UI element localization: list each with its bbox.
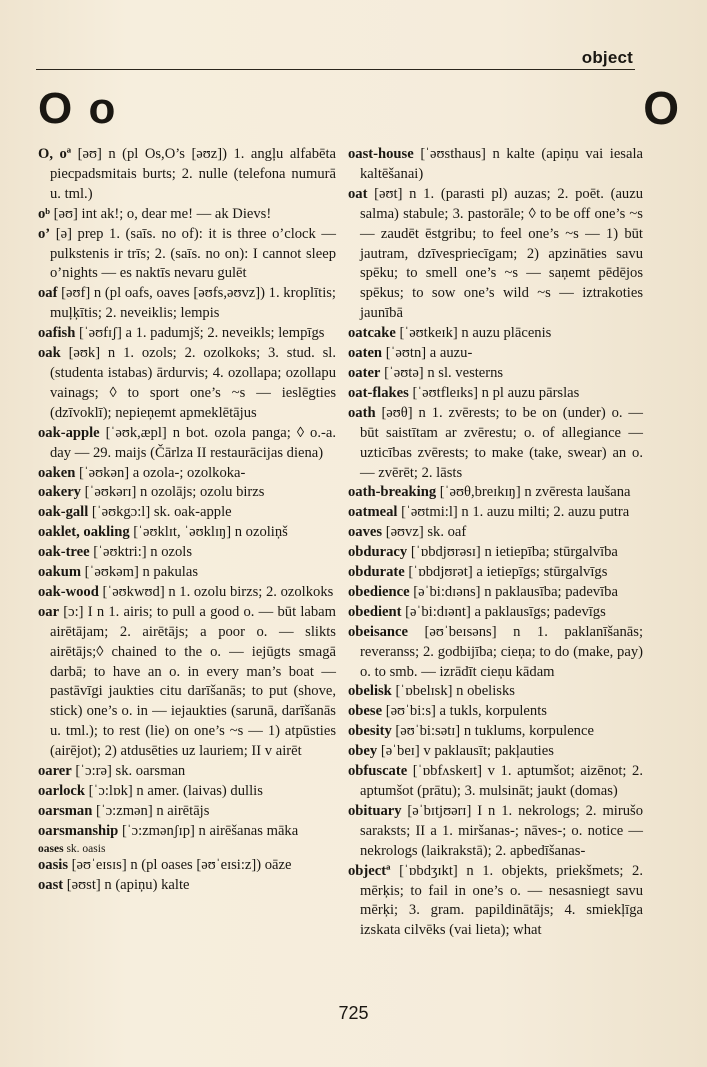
- entry-definition: sk. oasis: [63, 842, 106, 855]
- page-number: 725: [338, 1003, 369, 1023]
- entry-definition: [ˈəʊkərɪ] n ozolājs; ozolu birzs: [80, 484, 265, 501]
- dictionary-entry: [348, 384, 643, 404]
- entry-headword: oak-wood: [38, 583, 99, 600]
- entry-headword: oakum: [38, 564, 81, 581]
- dictionary-entry: [348, 563, 643, 583]
- entry-definition: [ˈɒbdjʊrəsɪ] n ietiepība; stūrgalvība: [407, 544, 618, 561]
- entry-definition: [əʊf] n (pl oafs, oaves [əʊfs,əʊvz]) 1. kroplītis; muļķītis; 2. neveiklis; lempis: [50, 285, 336, 322]
- entry-headword: oarer: [38, 763, 72, 780]
- entry-headword: oatmeal: [348, 504, 398, 521]
- dictionary-entry: [348, 364, 643, 384]
- dictionary-entry: [348, 722, 643, 742]
- entry-headword: oasis: [38, 856, 69, 873]
- dictionary-entry: [348, 324, 643, 344]
- left-column: [38, 145, 336, 896]
- entry-definition: [ˈɒbfʌskeɪt] v 1. aptumšot; aizēnot; 2. aptumšot (prātu); 3. mulsināt; jaukt (domas): [360, 763, 643, 799]
- dictionary-entry: [38, 856, 336, 876]
- entry-headword: obey: [348, 743, 378, 760]
- entry-definition: [əʊvz] sk. oaf: [382, 524, 467, 541]
- entry-definition: [ˈəʊkwʊd] n 1. ozolu birzs; 2. ozolkoks: [98, 583, 334, 600]
- dictionary-entry: [38, 523, 336, 543]
- dictionary-entry: [38, 284, 336, 324]
- entry-definition: [ˈəʊtə] n sl. vesterns: [380, 364, 504, 381]
- entry-definition: [ˈəʊkəm] n pakulas: [80, 564, 198, 581]
- dictionary-entry: [38, 464, 336, 484]
- dictionary-entry: [38, 802, 336, 822]
- entry-headword: oaf: [38, 285, 58, 302]
- entry-headword: obelisk: [348, 683, 392, 700]
- entry-headword: oar: [38, 603, 60, 620]
- dictionary-entry: [348, 344, 643, 364]
- entry-definition: [ˈəʊkən] a ozola-; ozolkoka-: [75, 464, 246, 481]
- entry-headword: oases: [38, 842, 64, 855]
- right-column: [348, 145, 643, 941]
- dictionary-entry: [348, 623, 643, 683]
- header-rule: [36, 69, 635, 70]
- entry-definition: [əʊˈeɪsɪs] n (pl oases [əʊˈeɪsi:z]) oāze: [68, 856, 292, 873]
- dictionary-entry: [348, 404, 643, 484]
- thumb-index-letter: O: [643, 82, 679, 134]
- dictionary-entry: [38, 424, 336, 464]
- entry-headword: obedient: [348, 603, 402, 620]
- entry-headword: oᵇ: [38, 205, 51, 222]
- dictionary-entry: [38, 225, 336, 285]
- entry-definition: [ˈəʊklɪt, ˈəʊklɪŋ] n ozoliņš: [129, 524, 288, 541]
- dictionary-entry: [38, 145, 336, 205]
- dictionary-entry: [38, 876, 336, 896]
- dictionary-entry: [348, 543, 643, 563]
- entry-headword: oak-apple: [38, 424, 100, 441]
- dictionary-entry: [348, 702, 643, 722]
- entry-headword: oafish: [38, 325, 76, 342]
- entry-headword: O, oª: [38, 146, 72, 162]
- entry-headword: oakery: [38, 484, 81, 501]
- section-letters: O o: [38, 84, 118, 133]
- entry-headword: oatcake: [348, 325, 396, 342]
- entry-headword: o’: [38, 225, 51, 242]
- entry-definition: [ˈɔ:zmən] n airētājs: [92, 802, 210, 819]
- dictionary-entry: [348, 802, 643, 862]
- running-head: object: [581, 48, 633, 67]
- entry-definition: [əʊˈbi:sətɪ] n tuklums, korpulence: [391, 723, 594, 740]
- entry-definition: [əˈbɪtjʊərɪ] I n 1. nekrologs; 2. mirušo saraksts; II a 1. miršanas-; nāves-; o. notice — nekrologs (laikrakstā); 2. apbedīšanas-: [360, 802, 643, 859]
- entry-definition: [əʊθ] n 1. zvērests; to be on (under) o. — būt saistītam ar zvērestu; o. of allegiance — uzticības zvērests; to make (take, swear) an o. — zvērēt; 2. lāsts: [360, 404, 643, 481]
- entry-headword: obedience: [348, 583, 410, 600]
- dictionary-entry: [348, 503, 643, 523]
- entry-headword: oak-gall: [38, 504, 89, 521]
- entry-headword: oarsmanship: [38, 822, 119, 839]
- entry-headword: oaves: [348, 524, 383, 541]
- entry-headword: obdurate: [348, 564, 405, 581]
- dictionary-entry: [38, 782, 336, 802]
- entry-definition: [əˈbeɪ] v paklausīt; pakļauties: [377, 743, 554, 760]
- entry-headword: oarsman: [38, 802, 93, 819]
- dictionary-entry: [348, 742, 643, 762]
- entry-definition: [əʊˈbeɪsəns] n 1. paklanīšanās; reveranss; 2. godbijība; cieņa; to do (make, pay) o. to smb. — izrādīt cieņu kādam: [360, 623, 643, 680]
- entry-headword: oat-flakes: [348, 384, 409, 401]
- entry-headword: oarlock: [38, 783, 86, 799]
- dictionary-entry: [38, 563, 336, 583]
- entry-definition: [ˈɔ:zmənʃɪp] n airēšanas māka: [118, 822, 299, 839]
- dictionary-entry: [348, 583, 643, 603]
- dictionary-entry: [348, 185, 643, 324]
- dictionary-entry: [348, 682, 643, 702]
- entry-definition: [əˈbi:dɪəns] n paklausība; padevība: [409, 583, 618, 600]
- entry-definition: [ˈəʊktri:] n ozols: [89, 544, 193, 561]
- dictionary-entry: [38, 205, 336, 225]
- entry-headword: obesity: [348, 723, 392, 740]
- entry-headword: oaklet, oakling: [38, 524, 130, 541]
- entry-definition: [ˈɒbdʒɪkt] n 1. objekts, priekšmets; 2. mērķis; to fail in one’s o. — nesasniegt savu mērķi; 3. gram. papildinātājs; 4. smiekļīga izskata cilvēks (vai lieta); what: [360, 862, 643, 939]
- dictionary-entry: [38, 822, 336, 842]
- entry-headword: oath: [348, 404, 376, 421]
- dictionary-entry: [348, 145, 643, 185]
- entry-definition: [ˈɒbelɪsk] n obelisks: [391, 683, 515, 700]
- entry-headword: oat: [348, 185, 368, 202]
- entry-definition: [ˈəʊtn] a auzu-: [382, 345, 473, 362]
- dictionary-entry: [38, 543, 336, 563]
- entry-definition: [ˈəʊk,æpl] n bot. ozola panga; ◊ o.-a. day — 29. maijs (Čārlza II restaurācijas diena): [50, 424, 336, 461]
- entry-headword: obeisance: [348, 623, 408, 640]
- entry-headword: oast-house: [348, 146, 414, 162]
- entry-headword: oaten: [348, 345, 383, 362]
- entry-definition: [ɔ:] I n 1. airis; to pull a good o. — būt labam airētājam; 2. airētājs; a poor o. — slikts airētājs;◊ chained to the o. — iejūgts smagā darbā; to have an o. in every man’s boat — pastāvīgi jaukties citu darīšanās; to put (shove, stick) one’s o. in — iejaukties (sarunā, darīšanās u. tml.); to rest (lie) on one’s ~s — 1) atpūsties (airējot); 2) atdusēties uz lauriem; II v airēt: [50, 603, 336, 760]
- dictionary-entry: [348, 523, 643, 543]
- dictionary-entry: [348, 762, 643, 802]
- dictionary-entry: [38, 324, 336, 344]
- entry-definition: [ˈɔ:lɒk] n amer. (laivas) dullis: [85, 783, 263, 799]
- entry-definition: [əʊ] n (pl Os,O’s [əʊz]) 1. angļu alfabēta piecpadsmitais burts; 2. nulle (telefona numurā u. tml.): [50, 146, 336, 202]
- entry-definition: [ˈɔ:rə] sk. oarsman: [71, 763, 186, 780]
- entry-definition: [əʊ] int ak!; o, dear me! — ak Dievs!: [50, 205, 272, 222]
- entry-definition: [ˈəʊtkeɪk] n auzu plācenis: [395, 325, 552, 342]
- entry-headword: oaken: [38, 464, 76, 481]
- dictionary-entry: [38, 503, 336, 523]
- entry-definition: [əˈbi:dɪənt] a paklausīgs; padevīgs: [401, 603, 606, 620]
- entry-headword: obfuscate: [348, 763, 408, 780]
- entry-definition: [ˈəʊtfleɪks] n pl auzu pārslas: [408, 384, 580, 401]
- dictionary-entry: [348, 483, 643, 503]
- entry-definition: [ə] prep 1. (saīs. no of): it is three o’clock — pulkstenis ir trīs; 2. (saīs. no on): I cannot sleep o’nights — es naktīs nevaru gulēt: [50, 225, 336, 282]
- entry-definition: [ˈɒbdjʊrət] a ietiepīgs; stūrgalvīgs: [404, 564, 608, 581]
- dictionary-entry: [348, 862, 643, 942]
- entry-headword: obituary: [348, 802, 402, 819]
- entry-definition: [ˈəʊsthaus] n kalte (apiņu vai iesala kaltēšanai): [360, 146, 643, 182]
- dictionary-entry: [38, 344, 336, 424]
- entry-headword: obduracy: [348, 544, 408, 561]
- entry-headword: oak: [38, 345, 61, 362]
- dictionary-entry: [38, 762, 336, 782]
- entry-headword: oak-tree: [38, 544, 90, 561]
- entry-definition: [əʊk] n 1. ozols; 2. ozolkoks; 3. stud. sl. (studenta istabas) ārdurvis; 4. ozollapa; ozollapu vainags; ◊ to sport one’s ~s — ieslēgties (dzīvoklī); nepieņemt apmeklētājus: [50, 345, 336, 421]
- dictionary-entry: [38, 483, 336, 503]
- entry-definition: [əʊˈbi:s] a tukls, korpulents: [382, 703, 547, 720]
- entry-definition: [ˈəʊkgɔ:l] sk. oak-apple: [88, 504, 232, 521]
- entry-definition: [ˈəʊfɪʃ] a 1. padumjš; 2. neveikls; lempīgs: [75, 325, 325, 342]
- entry-definition: [ˈəʊθ,breɪkɪŋ] n zvēresta laušana: [436, 484, 631, 501]
- entry-headword: objectª: [348, 862, 391, 879]
- dictionary-entry: [38, 603, 336, 762]
- entry-headword: oath-breaking: [348, 484, 437, 501]
- dictionary-entry: [38, 583, 336, 603]
- entry-headword: obese: [348, 703, 383, 720]
- entry-definition: [əʊst] n (apiņu) kalte: [63, 876, 190, 893]
- dictionary-entry: [38, 842, 336, 856]
- entry-definition: [ˈəʊtmi:l] n 1. auzu milti; 2. auzu putra: [397, 504, 630, 521]
- dictionary-entry: [348, 603, 643, 623]
- entry-definition: [əʊt] n 1. (parasti pl) auzas; 2. poēt. (auzu salma) stabule; 3. pastorāle; ◊ to be off one’s ~s — zaudēt ēstgribu; to feel one’s ~s — 1) būt jautram, dzīvespriecīgam; 2) apzināties savu spēku; to smell one’s ~s — saņemt pēdējos spēkus; to sow one’s wild ~s — iztrakoties jaunībā: [360, 185, 643, 322]
- entry-headword: oast: [38, 876, 64, 893]
- entry-headword: oater: [348, 364, 381, 381]
